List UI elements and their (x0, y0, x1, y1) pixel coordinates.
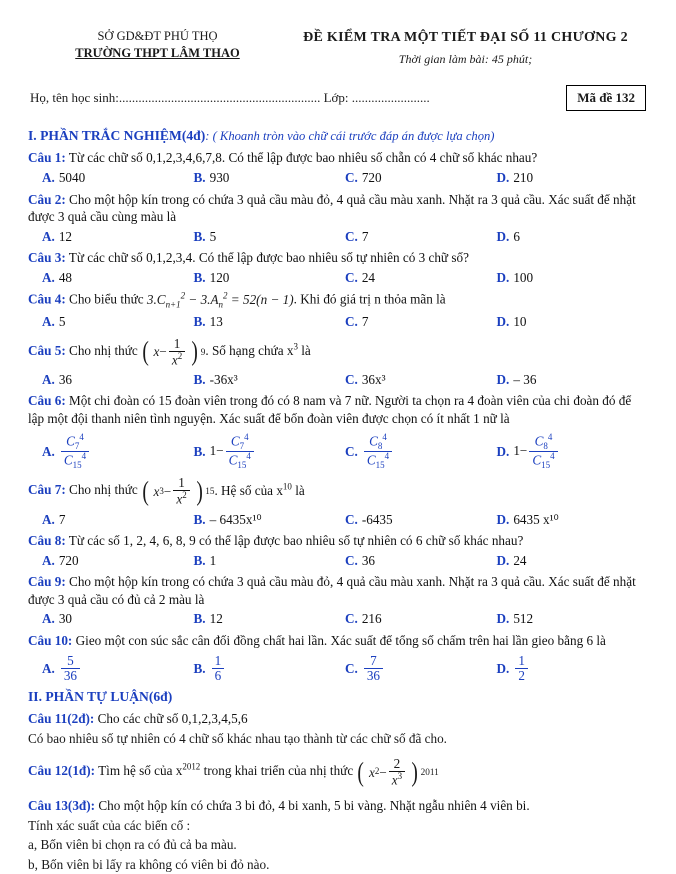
question-4-text-prefix: Cho biểu thức (65, 291, 147, 307)
question-7-text-suffix: . Hệ số của $x^{10}$ là (214, 481, 305, 498)
option-d[interactable] (497, 552, 649, 570)
question-3-options (28, 269, 648, 287)
option-c[interactable] (345, 511, 497, 529)
option-b-value: 120 (209, 269, 230, 285)
option-b[interactable] (194, 228, 346, 246)
option-b-value: 1 (209, 552, 217, 568)
question-4 (28, 290, 648, 311)
option-a[interactable] (42, 169, 194, 187)
option-d-value: – 36 (513, 371, 537, 387)
question-12-formula: ( x 2 − $\frac{2}{x^3}$ ) 2011 (357, 755, 439, 788)
option-b-letter: B. (193, 552, 206, 568)
option-c[interactable] (345, 654, 497, 683)
option-b[interactable] (194, 433, 346, 471)
part2-heading-label: II. PHẦN TỰ LUẬN (28, 689, 149, 705)
option-a-value: 5040 (58, 170, 86, 186)
option-d-letter: D. (496, 443, 510, 459)
option-c-letter: C. (345, 443, 358, 459)
option-c[interactable] (345, 433, 497, 471)
question-2-text: Cho một hộp kín trong có chứa 3 quả cầu màu đỏ, 4 quả cầu màu xanh. Nhặt ra 3 quả cầu. Xác suất để nhặt được 3 quả cầu cùng màu là (28, 191, 636, 225)
school-block (30, 28, 285, 62)
question-5-label: Câu 5: (28, 342, 66, 358)
question-7 (28, 476, 648, 506)
option-c-value: 720 (361, 170, 382, 186)
question-12 (28, 757, 648, 787)
option-b-value: – 6435x¹⁰ (209, 511, 262, 527)
option-a-letter: A. (42, 269, 55, 285)
question-12-label: Câu 12(1đ): (28, 763, 96, 779)
option-c[interactable] (345, 269, 497, 287)
option-b-letter: B. (193, 314, 206, 330)
option-b-letter: B. (193, 611, 206, 627)
option-d-value: 1− $\frac{C_8^4}{C_{15}^4}$ (513, 433, 559, 471)
option-a[interactable] (42, 654, 194, 683)
option-a-value: 5 (58, 314, 66, 330)
option-d[interactable] (497, 371, 649, 389)
option-c-value: 7 (361, 228, 369, 244)
question-6 (28, 392, 648, 427)
part2-heading (28, 688, 648, 706)
option-d-value: 10 (513, 314, 527, 330)
question-5-formula: ( x − $\frac{1}{x^2}$ ) 9 (142, 335, 206, 368)
option-a-letter: A. (42, 511, 55, 527)
option-a-value: 720 (58, 552, 79, 568)
question-2-options (28, 228, 648, 246)
option-b[interactable] (194, 610, 346, 628)
option-c-letter: C. (345, 552, 358, 568)
question-13-part-b: b, Bốn viên bi lấy ra không có viên bi đỏ nào. (28, 857, 270, 872)
option-a[interactable] (42, 552, 194, 570)
option-a[interactable] (42, 269, 194, 287)
question-13-part-a: a, Bốn viên bi chọn ra có đủ cả ba màu. (28, 837, 237, 853)
department-name: SỞ GD&ĐT PHÚ THỌ (97, 29, 218, 43)
option-b[interactable] (194, 169, 346, 187)
exam-code-badge: Mã đề 132 (566, 85, 646, 111)
question-8-text: Từ các số 1, 2, 4, 6, 8, 9 có thể lập được bao nhiêu số tự nhiên có 6 chữ số khác nhau? (65, 533, 524, 549)
question-4-text-suffix: . Khi đó giá trị n thỏa mãn là (293, 291, 446, 307)
option-c-value: 24 (361, 269, 376, 285)
option-c[interactable] (345, 169, 497, 187)
option-a-letter: A. (42, 314, 55, 330)
option-b-value: 13 (209, 314, 223, 330)
option-d-value: 6435 x¹⁰ (513, 511, 559, 527)
option-d-letter: D. (496, 611, 510, 627)
option-c[interactable] (345, 313, 497, 331)
question-11-text-2: Có bao nhiêu số tự nhiên có 4 chữ số khác nhau tạo thành từ các chữ số đã cho. (28, 730, 447, 746)
question-1-label: Câu 1: (28, 150, 66, 166)
question-9-text: Cho một hộp kín trong có chứa 3 quả cầu màu đỏ, 4 quả cầu màu xanh. Nhặt ra 3 quả cầu. Xác suất để nhặt được 3 quả cầu có đủ cả 2 màu là (28, 574, 636, 607)
option-b[interactable] (194, 511, 346, 529)
option-d-value: 24 (513, 552, 527, 568)
option-a-letter: A. (42, 170, 55, 186)
school-name: TRƯỜNG THPT LÂM THAO (75, 45, 240, 60)
exam-title-block (285, 28, 646, 67)
question-9-options (28, 610, 648, 628)
option-d-letter: D. (496, 371, 510, 387)
option-b-letter: B. (193, 660, 206, 676)
question-13-label: Câu 13(3đ): (28, 798, 96, 814)
question-11-text: Cho các chữ số 0,1,2,3,4,5,6 (94, 711, 248, 727)
option-a-value: $\frac{5}{36}$ (59, 654, 82, 683)
document-header (0, 0, 676, 67)
question-3 (28, 249, 648, 267)
question-13-text: Cho một hộp kín có chứa 3 bi đỏ, 4 bi xanh, 5 bi vàng. Nhặt ngẫu nhiên 4 viên bi. (95, 798, 530, 814)
option-d[interactable] (497, 228, 649, 246)
option-c-letter: C. (345, 660, 358, 676)
option-c-value: $\frac{7}{36}$ (362, 654, 385, 683)
option-b-value: 5 (209, 228, 217, 244)
part1-heading (28, 127, 648, 145)
option-c-letter: C. (345, 269, 358, 285)
option-b-letter: B. (193, 371, 206, 387)
option-a-value: 36 (58, 371, 73, 387)
option-d-value: 100 (513, 269, 534, 285)
option-b-letter: B. (193, 170, 206, 186)
option-c-value: -6435 (361, 511, 393, 527)
option-d[interactable] (497, 433, 649, 471)
option-c-letter: C. (345, 371, 358, 387)
option-b[interactable] (194, 654, 346, 683)
option-d-letter: D. (496, 228, 510, 244)
option-d-letter: D. (496, 511, 510, 527)
option-a-letter: A. (42, 611, 55, 627)
option-d[interactable] (497, 169, 649, 187)
option-d[interactable] (497, 654, 649, 683)
question-7-formula: ( x 3 − $\frac{1}{x^2}$ ) 15 (142, 475, 215, 507)
question-4-options (28, 313, 648, 331)
question-4-label: Câu 4: (28, 291, 66, 307)
option-a[interactable] (42, 371, 194, 389)
question-7-text-prefix: Cho nhị thức (65, 482, 142, 498)
option-c-letter: C. (345, 228, 358, 244)
option-b-value: 930 (209, 170, 230, 186)
option-c[interactable] (345, 228, 497, 246)
question-6-label: Câu 6: (28, 393, 66, 409)
option-c-value: 36 (361, 552, 376, 568)
exam-body (0, 111, 676, 873)
option-a[interactable] (42, 228, 194, 246)
question-11-label: Câu 11(2đ): (28, 711, 95, 727)
option-d-value: 210 (513, 170, 534, 186)
option-d-letter: D. (496, 552, 510, 568)
option-a-letter: A. (42, 443, 55, 459)
option-b-value: -36x³ (209, 371, 238, 387)
option-d[interactable] (497, 511, 649, 529)
question-10-text: Gieo một con súc sắc cân đối đồng chất hai lần. Xác suất để tổng số chấm trên hai lần gieo bằng 6 là (72, 632, 606, 648)
exam-duration: Thời gian làm bài: 45 phút; (398, 51, 533, 66)
question-5-text-prefix: Cho nhị thức (65, 342, 142, 358)
option-c-letter: C. (345, 611, 358, 627)
option-a-letter: A. (42, 552, 55, 568)
question-8 (28, 532, 648, 550)
question-9-label: Câu 9: (28, 574, 66, 590)
option-a[interactable] (42, 433, 194, 471)
question-1-text: Từ các chữ số 0,1,2,3,4,6,7,8. Có thể lập được bao nhiêu số chẵn có 4 chữ số khác nhau? (65, 150, 538, 166)
option-c-letter: C. (345, 511, 358, 527)
question-5 (28, 337, 648, 367)
option-d-value: 512 (513, 611, 534, 627)
question-10-options (28, 654, 648, 683)
option-c-value: 36x³ (361, 371, 386, 387)
option-a-letter: A. (42, 660, 55, 676)
option-c-value: 7 (361, 314, 369, 330)
option-b-letter: B. (193, 228, 206, 244)
option-b-letter: B. (193, 269, 206, 285)
option-c[interactable] (345, 610, 497, 628)
option-a-value: 7 (58, 511, 66, 527)
option-d-letter: D. (496, 269, 510, 285)
question-9 (28, 573, 648, 608)
option-a-value: $\frac{C_7^4}{C_{15}^4}$ (59, 433, 91, 471)
question-11 (28, 710, 648, 728)
option-a-value: 48 (58, 269, 73, 285)
part1-heading-note: : ( Khoanh tròn vào chữ cái trước đáp án được lựa chọn) (205, 129, 495, 144)
option-c-value: $\frac{C_8^4}{C_{15}^4}$ (362, 433, 394, 471)
option-b[interactable] (194, 313, 346, 331)
option-c[interactable] (345, 371, 497, 389)
option-d-value: $\frac{1}{2}$ (513, 654, 530, 683)
option-b-value: $\frac{1}{6}$ (210, 654, 227, 683)
question-5-text-suffix: . Số hạng chứa $x^3$ là (205, 341, 311, 358)
option-d[interactable] (497, 610, 649, 628)
option-d-letter: D. (496, 170, 510, 186)
option-b[interactable] (194, 552, 346, 570)
option-c-letter: C. (345, 314, 358, 330)
question-6-text: Một chi đoàn có 15 đoàn viên trong đó có 8 nam và 7 nữ. Người ta chọn ra 4 đoàn viên của chi đoàn đó để lập một đội thanh niên tình nguyện. Xác suất để bốn đoàn viên được chọn có ít nhất 1 nữ là (28, 393, 632, 426)
option-d[interactable] (497, 269, 649, 287)
student-info-row (0, 85, 676, 111)
part2-heading-points: (6đ) (148, 689, 173, 705)
student-name-field: Họ, tên học sinh:.............................................................. Lớp: ........................ (30, 90, 430, 106)
question-1 (28, 149, 648, 167)
option-a-letter: A. (42, 228, 55, 244)
question-8-label: Câu 8: (28, 533, 66, 549)
option-a-value: 30 (58, 611, 73, 627)
question-10 (28, 632, 648, 650)
question-3-text: Từ các chữ số 0,1,2,3,4. Có thể lập được bao nhiêu số tự nhiên có 3 chữ số? (65, 250, 469, 266)
option-b[interactable] (194, 269, 346, 287)
question-12-text-prefix: Tìm hệ số của $x^{2012}$ trong khai triển của nhị thức (95, 761, 357, 779)
question-3-label: Câu 3: (28, 250, 66, 266)
question-13 (28, 797, 648, 815)
option-c-letter: C. (345, 170, 358, 186)
question-2 (28, 191, 648, 226)
question-10-label: Câu 10: (28, 632, 73, 648)
part1-heading-label: I. PHẦN TRẮC NGHIỆM (28, 128, 182, 144)
question-7-options (28, 511, 648, 529)
option-d-letter: D. (496, 660, 510, 676)
option-b[interactable] (194, 371, 346, 389)
option-b-value: 12 (209, 611, 223, 627)
question-1-options (28, 169, 648, 187)
question-2-label: Câu 2: (28, 191, 66, 207)
question-6-options (28, 433, 648, 471)
option-c-value: 216 (361, 611, 382, 627)
option-a[interactable] (42, 511, 194, 529)
option-c[interactable] (345, 552, 497, 570)
question-8-options (28, 552, 648, 570)
option-a[interactable] (42, 610, 194, 628)
question-4-formula: $3.C_{n+1}^2 - 3.A_n^2 = 52(n - 1)$ (146, 290, 294, 310)
part1-heading-points: (4đ) (181, 128, 206, 144)
option-b-letter: B. (193, 511, 206, 527)
question-13-text-2: Tính xác suất của các biến cố : (28, 817, 191, 833)
option-a-letter: A. (42, 371, 55, 387)
option-b-letter: B. (193, 443, 206, 459)
page-title: ĐỀ KIỂM TRA MỘT TIẾT ĐẠI SỐ 11 CHƯƠNG 2 (303, 30, 628, 45)
option-a[interactable] (42, 313, 194, 331)
option-d-letter: D. (496, 314, 510, 330)
question-5-options (28, 371, 648, 389)
question-7-label: Câu 7: (28, 482, 66, 498)
option-d[interactable] (497, 313, 649, 331)
option-a-value: 12 (58, 228, 73, 244)
option-d-value: 6 (513, 228, 520, 244)
option-b-value: 1− $\frac{C_7^4}{C_{15}^4}$ (210, 433, 256, 471)
